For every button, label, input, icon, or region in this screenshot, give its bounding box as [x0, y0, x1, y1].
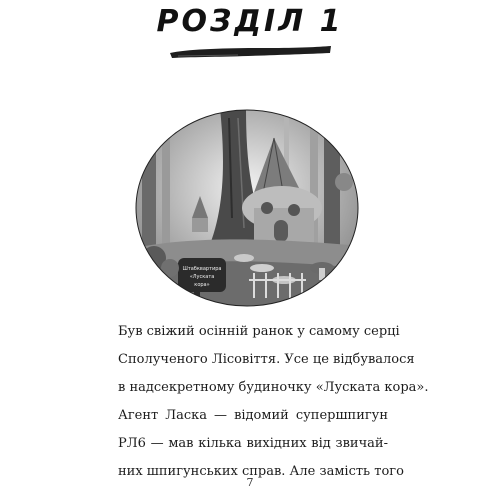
sign-text-line2: «Лускатa	[189, 274, 215, 280]
body-paragraph	[118, 318, 429, 486]
sign-text-line3: кора»	[194, 282, 210, 288]
page-number: 7	[246, 476, 254, 489]
text-line: в надсекретному будиночку «Лускатa кора».	[118, 380, 429, 395]
brush-stroke-divider	[168, 44, 333, 60]
chapter-illustration	[134, 108, 360, 308]
text-line: Сполученого Лісовіття. Усе це відбувалося	[118, 352, 415, 367]
text-line: Був свіжий осінній ранок у самому серці	[118, 324, 400, 339]
text-line: Агент Ласка — відомий супершпигун	[118, 408, 388, 423]
sign-text-line1: Штабквартира	[182, 266, 222, 272]
chapter-title: РОЗДІЛ 1	[156, 4, 344, 39]
text-line: РЛ6 — мав кілька вихідних від звичай-	[118, 436, 388, 451]
text-line: них шпигунських справ. Але замість того	[118, 464, 404, 479]
